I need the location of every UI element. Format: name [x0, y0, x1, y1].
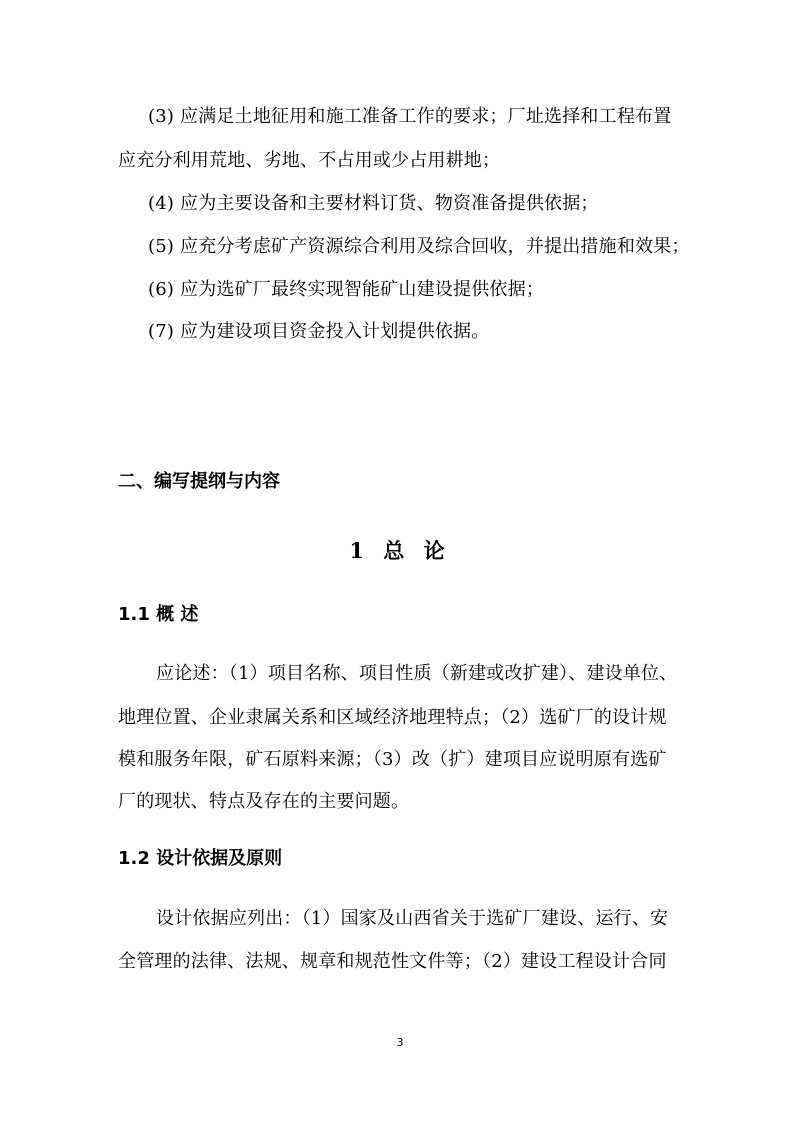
- paragraph-line: 全管理的法律、法规、规章和规范性文件等；（2）建设工程设计合同: [118, 951, 667, 972]
- requirement-item-3-line-1: (3) 应满足土地征用和施工准备工作的要求；厂址选择和工程布置: [148, 106, 672, 127]
- paragraph-line: 应论述：（1）项目名称、项目性质（新建或改扩建）、建设单位、: [156, 663, 678, 684]
- requirement-item-6: (6) 应为选矿厂最终实现智能矿山建设提供依据；: [148, 279, 545, 300]
- chapter-title: 1 总 论: [349, 538, 451, 563]
- page-number: 3: [396, 1036, 404, 1049]
- requirement-item-3-line-2: 应充分利用荒地、劣地、不占用或少占用耕地；: [118, 150, 501, 171]
- subsection-1-1-heading: 1.1 概 述: [118, 604, 199, 625]
- paragraph-line: 设计依据应列出：（1）国家及山西省关于选矿厂建设、运行、安: [156, 908, 669, 929]
- requirement-item-7: (7) 应为建设项目资金投入计划提供依据。: [148, 321, 490, 342]
- paragraph-line: 模和服务年限，矿石原料来源；（3）改（扩）建项目应说明原有选矿: [118, 749, 667, 770]
- paragraph-line: 厂的现状、特点及存在的主要问题。: [118, 791, 410, 812]
- requirement-item-5: (5) 应充分考虑矿产资源综合利用及综合回收，并提出措施和效果；: [148, 236, 690, 257]
- paragraph-line: 地理位置、企业隶属关系和区域经济地理特点；（2）选矿厂的设计规: [118, 707, 667, 728]
- subsection-1-2-heading: 1.2 设计依据及原则: [118, 848, 283, 869]
- requirement-item-4: (4) 应为主要设备和主要材料订货、物资准备提供依据；: [148, 193, 599, 214]
- section-two-heading: 二、编写提纲与内容: [118, 471, 280, 492]
